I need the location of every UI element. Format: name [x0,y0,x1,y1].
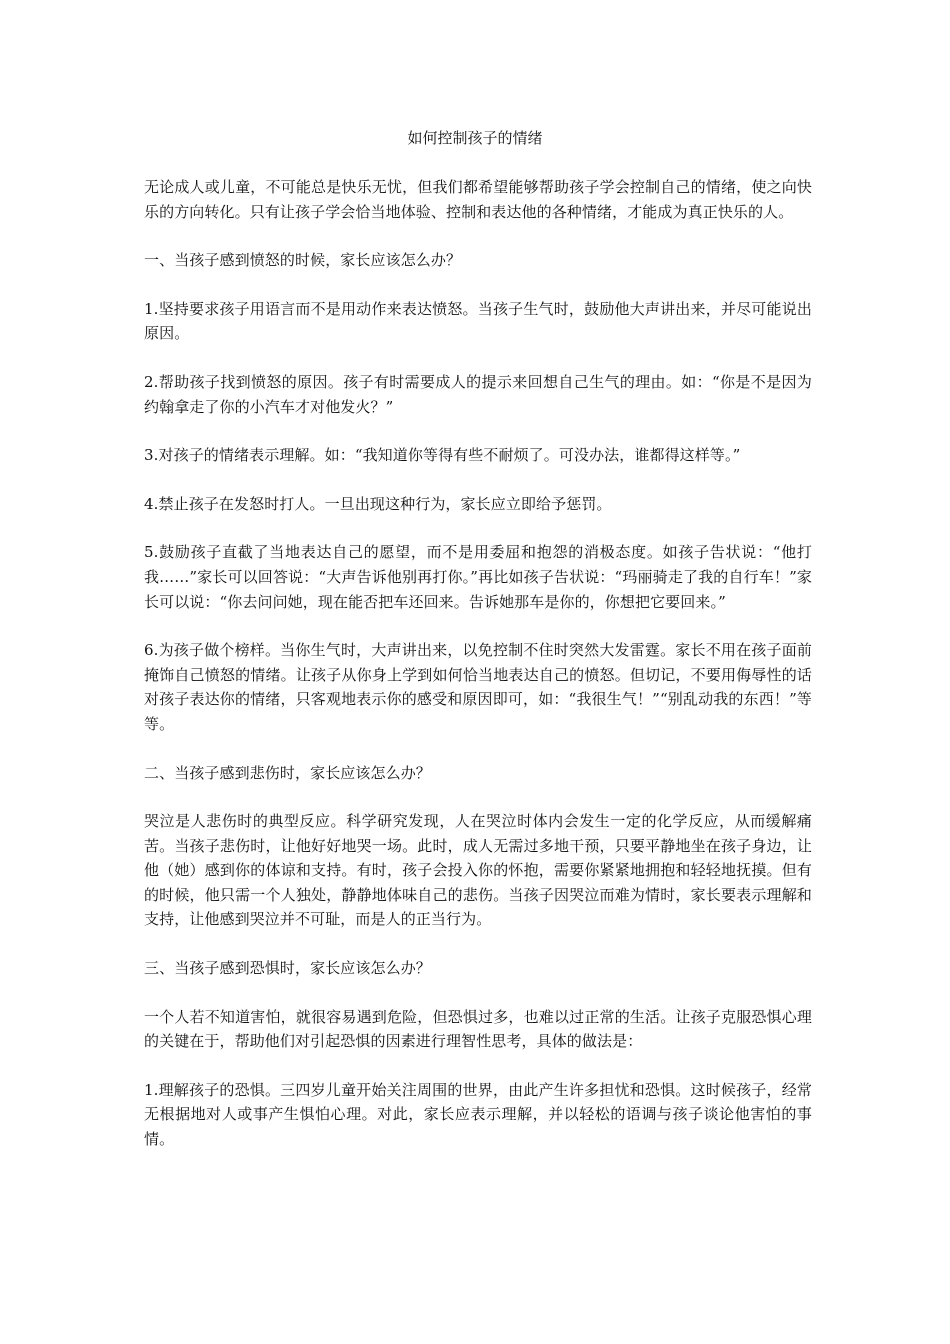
anger-tip-5: 5.鼓励孩子直截了当地表达自己的愿望，而不是用委屈和抱怨的消极态度。如孩子告状说：“他打我……”家长可以回答说：“大声告诉他别再打你。”再比如孩子告状说：“玛丽骑走了我的自行车！”家长可以说：“你去问问她，现在能否把车还回来。告诉她那车是你的，你想把它要回来。” [144,543,812,611]
sadness-paragraph: 哭泣是人悲伤时的典型反应。科学研究发现，人在哭泣时体内会发生一定的化学反应，从而缓解痛苦。当孩子悲伤时，让他好好地哭一场。此时，成人无需过多地干预，只要平静地坐在孩子身边，让他（她）感到你的体谅和支持。有时，孩子会投入你的怀抱，需要你紧紧地拥抱和轻轻地抚摸。但有的时候，他只需一个人独处，静静地体味自己的悲伤。当孩子因哭泣而难为情时，家长要表示理解和支持，让他感到哭泣并不可耻，而是人的正当行为。 [144,812,812,929]
anger-tip-1: 1.坚持要求孩子用语言而不是用动作来表达愤怒。当孩子生气时，鼓励他大声讲出来，并尽可能说出原因。 [144,299,812,343]
section-heading-anger: 一、当孩子感到愤怒的时候，家长应该怎么办？ [144,251,462,270]
section-heading-sadness: 二、当孩子感到悲伤时，家长应该怎么办？ [144,763,431,782]
anger-tip-6: 6.为孩子做个榜样。当你生气时，大声讲出来，以免控制不住时突然大发雷霆。家长不用在孩子面前掩饰自己愤怒的情绪。让孩子从你身上学到如何恰当地表达自己的愤怒。但切记，不要用侮辱性的话对孩子表达你的情绪，只客观地表示你的感受和原因即可，如：“我很生气！”“别乱动我的东西！”等等。 [144,641,812,733]
section-heading-fear: 三、当孩子感到恐惧时，家长应该怎么办？ [144,959,431,978]
anger-tip-2: 2.帮助孩子找到愤怒的原因。孩子有时需要成人的提示来回想自己生气的理由。如：“你是不是因为约翰拿走了你的小汽车才对他发火？” [144,372,812,416]
document-body [144,175,812,1176]
intro-paragraph: 无论成人或儿童，不可能总是快乐无忧，但我们都希望能够帮助孩子学会控制自己的情绪，使之向快乐的方向转化。只有让孩子学会恰当地体验、控制和表达他的各种情绪，才能成为真正快乐的人。 [144,178,812,221]
document-title: 如何控制孩子的情绪 [407,129,543,147]
fear-tip-1: 1.理解孩子的恐惧。三四岁儿童开始关注周围的世界，由此产生许多担忧和恐惧。这时候孩子，经常无根据地对人或事产生惧怕心理。对此，家长应表示理解，并以轻松的语调与孩子谈论他害怕的事情。 [144,1080,812,1149]
anger-tip-4: 4.禁止孩子在发怒时打人。一旦出现这种行为，家长应立即给予惩罚。 [144,494,612,513]
anger-tip-3: 3.对孩子的情绪表示理解。如：“我知道你等得有些不耐烦了。可没办法，谁都得这样等。” [144,446,741,465]
fear-intro-paragraph: 一个人若不知道害怕，就很容易遇到危险，但恐惧过多，也难以过正常的生活。让孩子克服恐惧心理的关键在于，帮助他们对引起恐惧的因素进行理智性思考，具体的做法是： [144,1007,812,1051]
